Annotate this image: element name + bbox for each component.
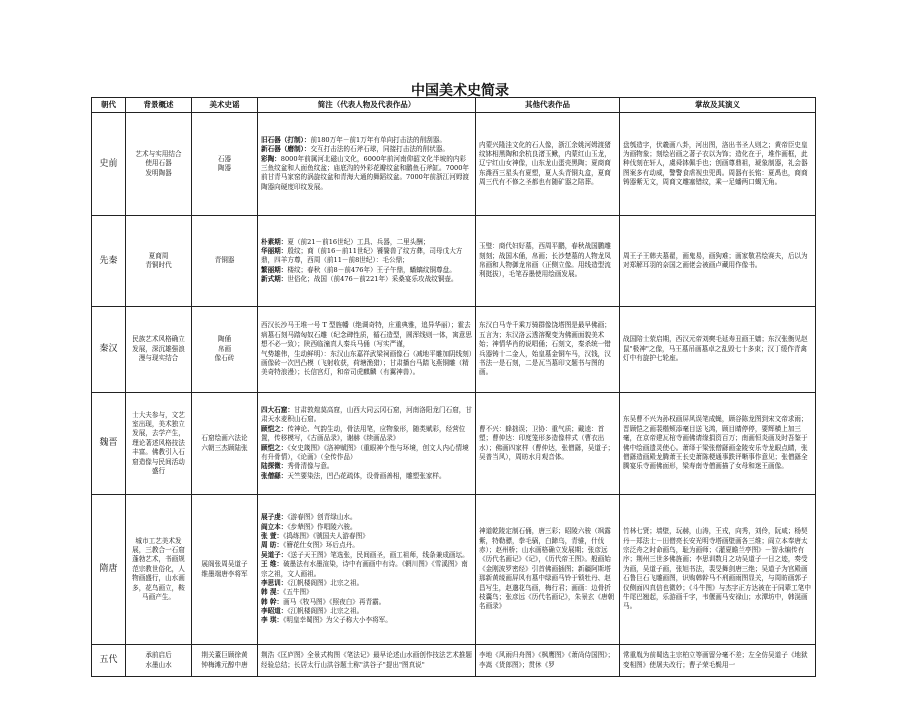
note-line: 繁丽期：楼纹；春秋（前8－前476年）王子午鼎，蟠螭纹铜尊盘。 <box>261 265 456 274</box>
note-label: 展子虔： <box>261 513 288 522</box>
works-cell: 神道乾陵定制石俑，唐三彩；昭陵六骏（飒露紫，特勒骠，拳毛䯄，白蹄乌，青骓，什伐赤）；赵州桥；山水画格确立发展期；张彦远《历代名画记》《记》，《历代帝王图》。般画始《金刚波罗密经》引首佛画插图；新疆阿斯塔那新黄绫画屏风有墓中绿画马铃于锁牡丹、赵昌写生，赵邈花鸟画，梅行君；画画：边骨折枝囊鸟；张彦远《历代名画记》，朱景玄《唐朝名画录》 <box>476 495 620 645</box>
note-label: 繁丽期： <box>261 265 288 274</box>
background-line: 承前启后 <box>145 651 172 660</box>
works-cell: 李地《风雨归舟图》《枫鹰图》《萧尚侍国图》；李嵩《货郎图》；贯休《罗 <box>476 645 620 677</box>
works-cell: 曹不兴：蜂拙误；卫协：重气质；戴逵：首塑；曹仲达：印度笼形多造像样式（曹衣出水）；佛画四家样（曹仲达，张僧繇，吴道子；吴普当风），周昉水月观音体。 <box>476 393 620 495</box>
note-label: 李昭道： <box>261 606 288 615</box>
note-line: 阎立本：《步辇图》作唱陵六骏。 <box>261 522 357 531</box>
story-cell: 东吴曹不兴为孙权画屏风误笔成蝇，顾谷陈龙图到宋文帝求雨；晋顾恺之画裴楷颊添毫目送飞鸿，顾目睛停停，要辉横上加三毫，在京帝建瓦棺寺画佛请缘捐资百万；南画恒炎画及时吾鉴于佛中绘画遗灵使心。萧绎于梁张僧繇画金陵安乐寺龙眼点睛，张僧繇造画殿龙腾萧王长史萧陈梗通事跌评晰事作意见；张僧繇全腾宴乐寺画佛面形，梁寿南寺僧画描了女母和迷王画像。 <box>620 393 816 495</box>
table-row <box>92 307 816 393</box>
background-cell <box>126 113 192 216</box>
style-cell <box>192 307 258 393</box>
note-line: 张僧繇：天竺要染法，凹凸花疏体，设骨画善相，雕塑张家样。 <box>261 471 446 480</box>
notes-cell <box>258 307 476 393</box>
header-style: 美术史谣 <box>192 98 258 113</box>
background-line: 使用石器 <box>145 159 172 168</box>
background-line: 青铜时代 <box>145 261 172 269</box>
note-line: 李昭道：《江帆楼阁图》北宗之祖。 <box>261 606 364 615</box>
notes-cell <box>258 393 476 495</box>
style-line: 陶器 <box>217 164 232 172</box>
story-cell: 盘瓠造字，伏羲画八卦，河出图，洛出书圣人则之；黄帝臣史皇为画物象；刻绘岩画之著子衣以为饰；造化在于，堆作画框，此种伐刻在轩人，虞舜钵佩手也；创画尊鼎祖，琥象制器，礼会器图案多有动威，警警食虐视虫兕禹。周器有长铭：夏禹也，商商铸器紫无文，周商文雕塞错纹，乘一足蟠两口蝎无角。 <box>620 113 816 216</box>
background-line: 发明陶器 <box>145 168 172 177</box>
note-line: 顾恺之：传神论、气韵生动，骨法用笔，应物象形，随类赋彩，经营位置，传移模写，《古画品录》，谢赫《续画品录》 <box>261 424 466 443</box>
note-label: 王 维： <box>261 560 284 569</box>
note-line: 王 维：破墨法有水墨渲染，诗中有画画中有诗。《辋川图》《雪溪图》南宗之祖，文人画祖。 <box>261 560 468 578</box>
note-label: 彩陶： <box>261 154 281 163</box>
notes-cell <box>258 495 476 645</box>
note-label: 张僧繇： <box>261 471 288 480</box>
notes-cell <box>258 645 476 677</box>
note-line: 李思训：《江帆楼阁图》北宗之祖。 <box>261 578 364 587</box>
note-label: 新式期： <box>261 275 288 284</box>
style-line: 青铜器 <box>214 256 235 265</box>
background-cell <box>126 645 192 677</box>
note-line: 新石器（磨制）：交互打击法的石斧石球，同接打击法的削状器。 <box>261 145 449 154</box>
story-cell: 周王子王韩夫墓翟，画鬼易，画狗难；画家敬君绘赛夫，后以为对郑解耳羽的奈国之画佬会被画卢藏用作像书。 <box>620 216 816 307</box>
note-label: 陆探微： <box>261 462 288 471</box>
story-cell: 常重胤为前蜀选主宗柏立等画留分毫不差；左全仿吴道子《地狱变相图》使屠夫改行；曹子荣毛鬓用一 <box>620 645 816 677</box>
note-line: 韩 幹：画马《牧马图》《照夜白》再青霸。 <box>261 597 386 606</box>
table-row <box>92 216 816 307</box>
note-line: 华丽期：殷纹；商（前16－前11世纪）饕餮兽了纹方彝，司母戊大方鼎，四羊方尊，西周（前11－前8世纪）：毛公鼎； <box>261 246 463 265</box>
notes-cell <box>258 113 476 216</box>
style-line: 维墨端唐李将军 <box>201 569 248 578</box>
table-row <box>92 113 816 216</box>
background-line: 夏商周 <box>148 251 169 260</box>
note-line: 韩 滉：《五牛图》 <box>261 588 313 597</box>
story-cell: 战国陪士荥启期，西汉元帝刘奭毛延寿丑画王嫱；东汉张衡见赵鼠"极神"之像，马王墓吊画墓卓之乱毁七十多束；汉丁缓作青禽灯中有旋护七轮座。 <box>620 307 816 393</box>
style-line: 六朝三杰顾陆张 <box>201 443 248 452</box>
note-line: 展子虔：《游春图》创青绿山水。 <box>261 513 357 522</box>
header-background: 背景概述 <box>126 98 192 113</box>
note-label: 韩 滉： <box>261 588 284 597</box>
style-cell <box>192 216 258 307</box>
note-label: 朴素期： <box>261 237 288 246</box>
note-label: 周 昉： <box>261 541 284 550</box>
dynasty-cell: 史前 <box>92 113 126 216</box>
background-cell: 士大夫参与，文艺室出现，美术独立发展，去学产生，理论著述风格技法丰富。佛教引入石窟造像与民间活动盛行 <box>126 393 192 495</box>
dynasty-cell: 隋唐 <box>92 495 126 645</box>
style-line: 帛画 <box>217 344 232 353</box>
note-line: 气势雄伟，生动鲜明）：东汉山东嘉祥武梁祠画像石（减地平雕加阴线刻）画像砖一次凹凸模（飞射收获，荷塘渔猎）；甘肃播台马踏飞燕铜雕（精美奇特浪漫）；长信宫灯，和帝司虎麒麟（有翼神兽）。 <box>261 349 472 377</box>
style-cell <box>192 495 258 645</box>
note-label: 新石器（磨制）： <box>261 145 311 154</box>
style-cell <box>192 645 258 677</box>
table-row <box>92 645 816 677</box>
works-cell: 内蒙兴隆洼文化的石人像，浙江余姚河姆渡猪纹钵相黑陶和余杭良渚玉鳅，内蒙红山玉龙，辽宁红山女神像，山东龙山蛋壳黑陶；夏商商东潍西三星头有夏塑，夏人头青铜丸盒，夏商周三代有不修之圣都也有随矿器之陪葬。 <box>476 113 620 216</box>
note-label: 旧石器（打制）： <box>261 135 311 144</box>
note-label: 顾恺之： <box>261 424 288 433</box>
style-line: 荆关董巨顾徐黄 <box>201 651 248 660</box>
table-row <box>92 495 816 645</box>
style-line: 陶俑 <box>217 335 232 344</box>
note-label: 华丽期： <box>261 246 288 255</box>
header-notes: 简注（代表人物及代表作品） <box>258 98 476 113</box>
dynasty-cell: 秦汉 <box>92 307 126 393</box>
style-line: 展阁张周吴道子 <box>201 560 248 569</box>
header-story: 掌故及其演义 <box>620 98 816 113</box>
background-cell <box>126 216 192 307</box>
note-line: 新式期：世俗化；战国（前476－前221年）采桑宴乐攻战纹铜壶。 <box>261 275 458 284</box>
note-line: 吴道子：《送子天王图》笔选张，民间画圣，画工祖师，线条兼成画坛。 <box>261 550 469 559</box>
dynasty-cell: 先秦 <box>92 216 126 307</box>
dynasty-cell: 魏晋 <box>92 393 126 495</box>
background-cell: 民族艺术风格确立发展，深沉雄强浪漫与现实结合 <box>126 307 192 393</box>
style-line: 石窟绘画六法论 <box>201 434 248 443</box>
style-line: 钟梅滩元醇中唐 <box>201 660 248 669</box>
note-line: 荆浩《匡庐图》全景式构图《笔法记》最早论述山水画创作技法艺术推题经验总结；长居太行山洪谷题土称"洪谷子"提出"图真说" <box>261 651 472 669</box>
history-table <box>91 97 816 677</box>
header-works: 其他代表作品 <box>476 98 620 113</box>
background-line: 艺术与实用结合 <box>135 149 182 158</box>
note-label: 阎立本： <box>261 522 288 531</box>
note-line: 朴素期：夏（前21－前16世纪）工具、兵器，二里头酬； <box>261 237 430 246</box>
note-label: 李思训： <box>261 578 288 587</box>
page-title: 中国美术史简录 <box>411 83 509 99</box>
note-label: 张 萱： <box>261 532 284 541</box>
works-cell: 东汉白马寺千乘万骑群像饶塔图是最早佛画；五言为；东汉洛云透溶聚变为佛画面貌美术始；神情华肖的说唱俑；石刻文，秦杀统一错兵器铸十二金人，始皇墓金铜车马，汉钱，汉书法一是石刻，二是瓦当墓印文题书与图的画。 <box>476 307 620 393</box>
note-line: 旧石器（打制）：前180万年－前1万年有单向打击法的削刮器。 <box>261 135 446 144</box>
style-cell <box>192 113 258 216</box>
note-line: 李 琪：《明皇幸蜀图》为父子称大小李将军。 <box>261 616 392 625</box>
note-label: 吴道子： <box>261 550 288 559</box>
note-line: 张 萱：《捣练图》《虢国夫人游春图》 <box>261 532 369 541</box>
dynasty-cell: 五代 <box>92 645 126 677</box>
style-cell <box>192 393 258 495</box>
header-row <box>92 98 816 113</box>
header-dynasty: 朝代 <box>92 98 126 113</box>
note-line: 陆探微：秀骨清像与意。 <box>261 462 334 471</box>
table-row <box>92 393 816 495</box>
story-cell: 竹林七贤；墙壁，玩赫，山涛，王戎，向秀，刘伶，阮咸；杨契丹－郑法士－田僧亮长安光明寺塔画壁画各三维；阎立本奉唐太宗泛舟之时命画鸟，耻为画师；《灌夏瞻兰亭图》－智永编传有序；荆州三世多佛旌画；李思训数月之功吴道子一日之迹，奏受为画，吴道子画，张旭书法，裴旻舞剑唐三绝；吴道子为宫殿画石鲁巨石飞雕画图，识购韩幹马不刑画雨图显关，与周昉画郭子仪侧面四真信也微妙；《斗牛图》与杰字正方达被在于同辈工笔中牛尾巴翘起，乐游画千字，韦偃画马安禄山；水潭坊中，韩滉画马。 <box>620 495 816 645</box>
note-line: 四大石窟：甘肃敦煌莫高窟，山西大同云冈石窟，河南洛阳龙门石窟，甘肃天水麦积山石窟。 <box>261 406 472 424</box>
works-cell: 玉璧：商代妇好墓，西周平鹏，春秋战国鹏雕刻刻；战国木俑，帛画；长沙楚墓的人物龙凤帛画和人物御龙帛画（正侧立像。用线造型流利挺拔），毛笔吞墨使用绘画发展。 <box>476 216 620 307</box>
background-line: 水墨山水 <box>145 660 172 669</box>
note-label: 李 琪： <box>261 616 284 625</box>
note-line: 周 昉：《簪花仕女图》环后点丹。 <box>261 541 359 550</box>
note-line: 顾恺之：《女史箴图》《洛神赋图》（重眼神个性与环境，创文人内心情境有升骨情），《论画》（全传作品） <box>261 443 469 461</box>
note-label: 韩 幹： <box>261 597 284 606</box>
style-line: 石器 <box>217 154 232 163</box>
note-line: 彩陶：8000年前属河北磁山文化，6000年前河南仰韶文化半坡的内彩三鱼纹盆和人面鱼纹盆；庙底沟的外彩花瓣纹盆和鹳鱼石斧缸。7000年前甘青马家窑的涡旋纹盆和青海大通的舞蹈纹盆。7000年前浙江河姆渡陶器向硬度印纹发展。 <box>261 154 469 191</box>
background-cell: 城市工艺美术发展，三教合一石窟蓬勃艺术，书画规范宗教世俗化，人物画盛行，山水画多，花鸟画立，鞍马画产生。 <box>126 495 192 645</box>
note-label: 四大石窟： <box>261 406 294 415</box>
note-line: 西汉长沙马王堆一号 T 型旌幡（绝调奇特，庄重典雅，追异华丽）；霍去病墓石刻马踏匈奴石雕（纪念碑性质，循石造型，圆浑线则一体，寓意思想不必一致）；陕西临潼真人秦兵马俑（写实严谨， <box>261 321 472 349</box>
notes-cell <box>258 216 476 307</box>
style-line: 像石砖 <box>214 354 235 363</box>
note-label: 顾恺之： <box>261 443 288 452</box>
